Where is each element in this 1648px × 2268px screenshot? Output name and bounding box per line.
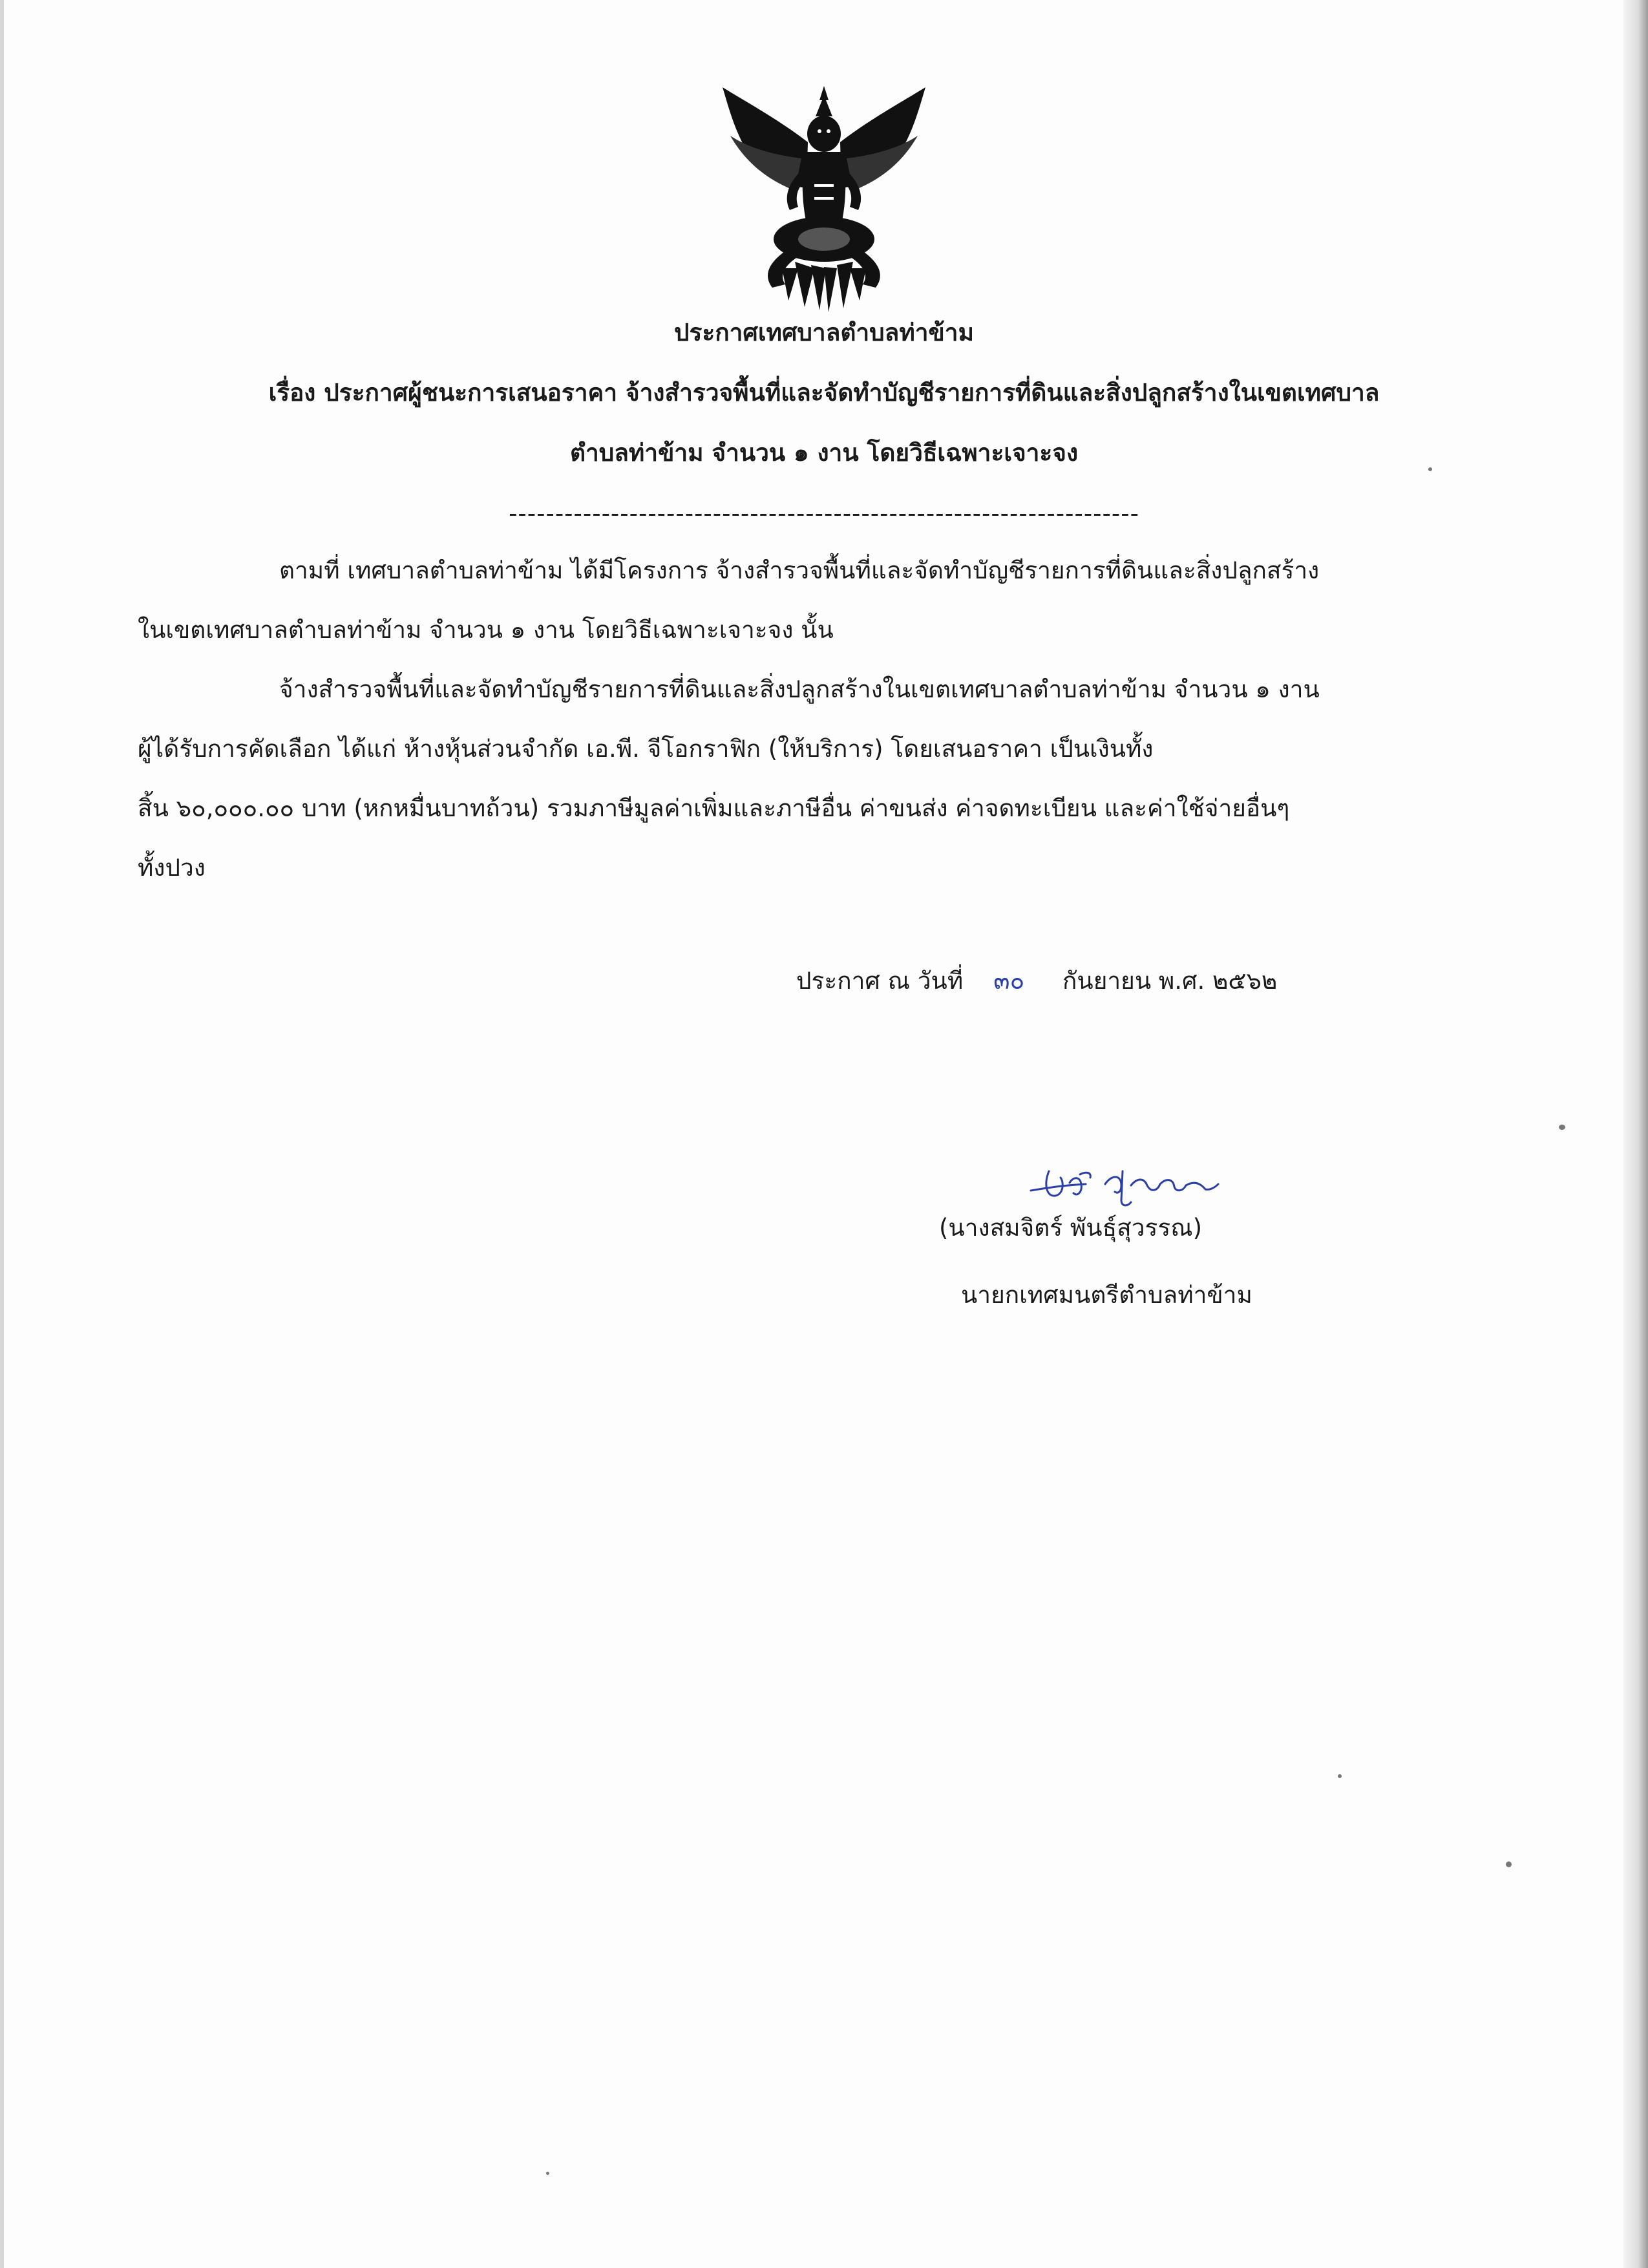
- paragraph-2-line-2: ผู้ได้รับการคัดเลือก ได้แก่ ห้างหุ้นส่วนจำกัด เอ.พี. จีโอกราฟิก (ให้บริการ) โดยเสนอราคา เป็นเงินทั้ง: [138, 735, 1154, 763]
- paragraph-1-line-2: ในเขตเทศบาลตำบลท่าข้าม จำนวน ๑ งาน โดยวิธีเฉพาะเจาะจง นั้น: [138, 616, 834, 644]
- paragraph-1-line-1: ตามที่ เทศบาลตำบลท่าข้าม ได้มีโครงการ จ้างสำรวจพื้นที่และจัดทำบัญชีรายการที่ดินและสิ่งปลูกสร้าง: [279, 556, 1320, 584]
- handwritten-signature: [1024, 1145, 1225, 1216]
- subject-line-1: เรื่อง ประกาศผู้ชนะการเสนอราคา จ้างสำรวจพื้นที่และจัดทำบัญชีรายการที่ดินและสิ่งปลูกสร้างในเขตเทศบาล: [268, 379, 1380, 407]
- announcement-month-year: กันยายน พ.ศ. ๒๕๖๒: [1062, 967, 1278, 995]
- announcement-day: ๓๐: [993, 967, 1025, 995]
- announcement-date-prefix: ประกาศ ณ วันที่: [796, 967, 964, 995]
- divider-rule: --------------------------------------------------------------------: [509, 500, 1139, 527]
- scan-speck: [1428, 467, 1432, 471]
- subject-line-2: ตำบลท่าข้าม จำนวน ๑ งาน โดยวิธีเฉพาะเจาะจง: [569, 439, 1079, 467]
- paragraph-2-line-3: สิ้น ๖๐,๐๐๐.๐๐ บาท (หกหมื่นบาทถ้วน) รวมภาษีมูลค่าเพิ่มและภาษีอื่น ค่าขนส่ง ค่าจดทะเบียน และค่าใช้จ่ายอื่นๆ: [138, 794, 1290, 822]
- document-title: ประกาศเทศบาลตำบลท่าข้าม: [674, 319, 974, 346]
- announcement-date: [796, 965, 1277, 997]
- scan-speck: [1559, 1125, 1565, 1130]
- scan-speck: [1506, 1861, 1512, 1867]
- paragraph-2-line-4: ทั้งปวง: [138, 854, 206, 882]
- scan-speck: [1338, 1774, 1342, 1778]
- signer-position: นายกเทศมนตรีตำบลท่าข้าม: [961, 1281, 1252, 1309]
- signer-name: (นางสมจิตร์ พันธุ์สุวรรณ): [939, 1214, 1203, 1242]
- scan-speck: [546, 2172, 549, 2175]
- paragraph-2-line-1: จ้างสำรวจพื้นที่และจัดทำบัญชีรายการที่ดินและสิ่งปลูกสร้างในเขตเทศบาลตำบลท่าข้าม จำนวน ๑ งาน: [279, 675, 1320, 703]
- garuda-emblem-icon: [717, 81, 931, 313]
